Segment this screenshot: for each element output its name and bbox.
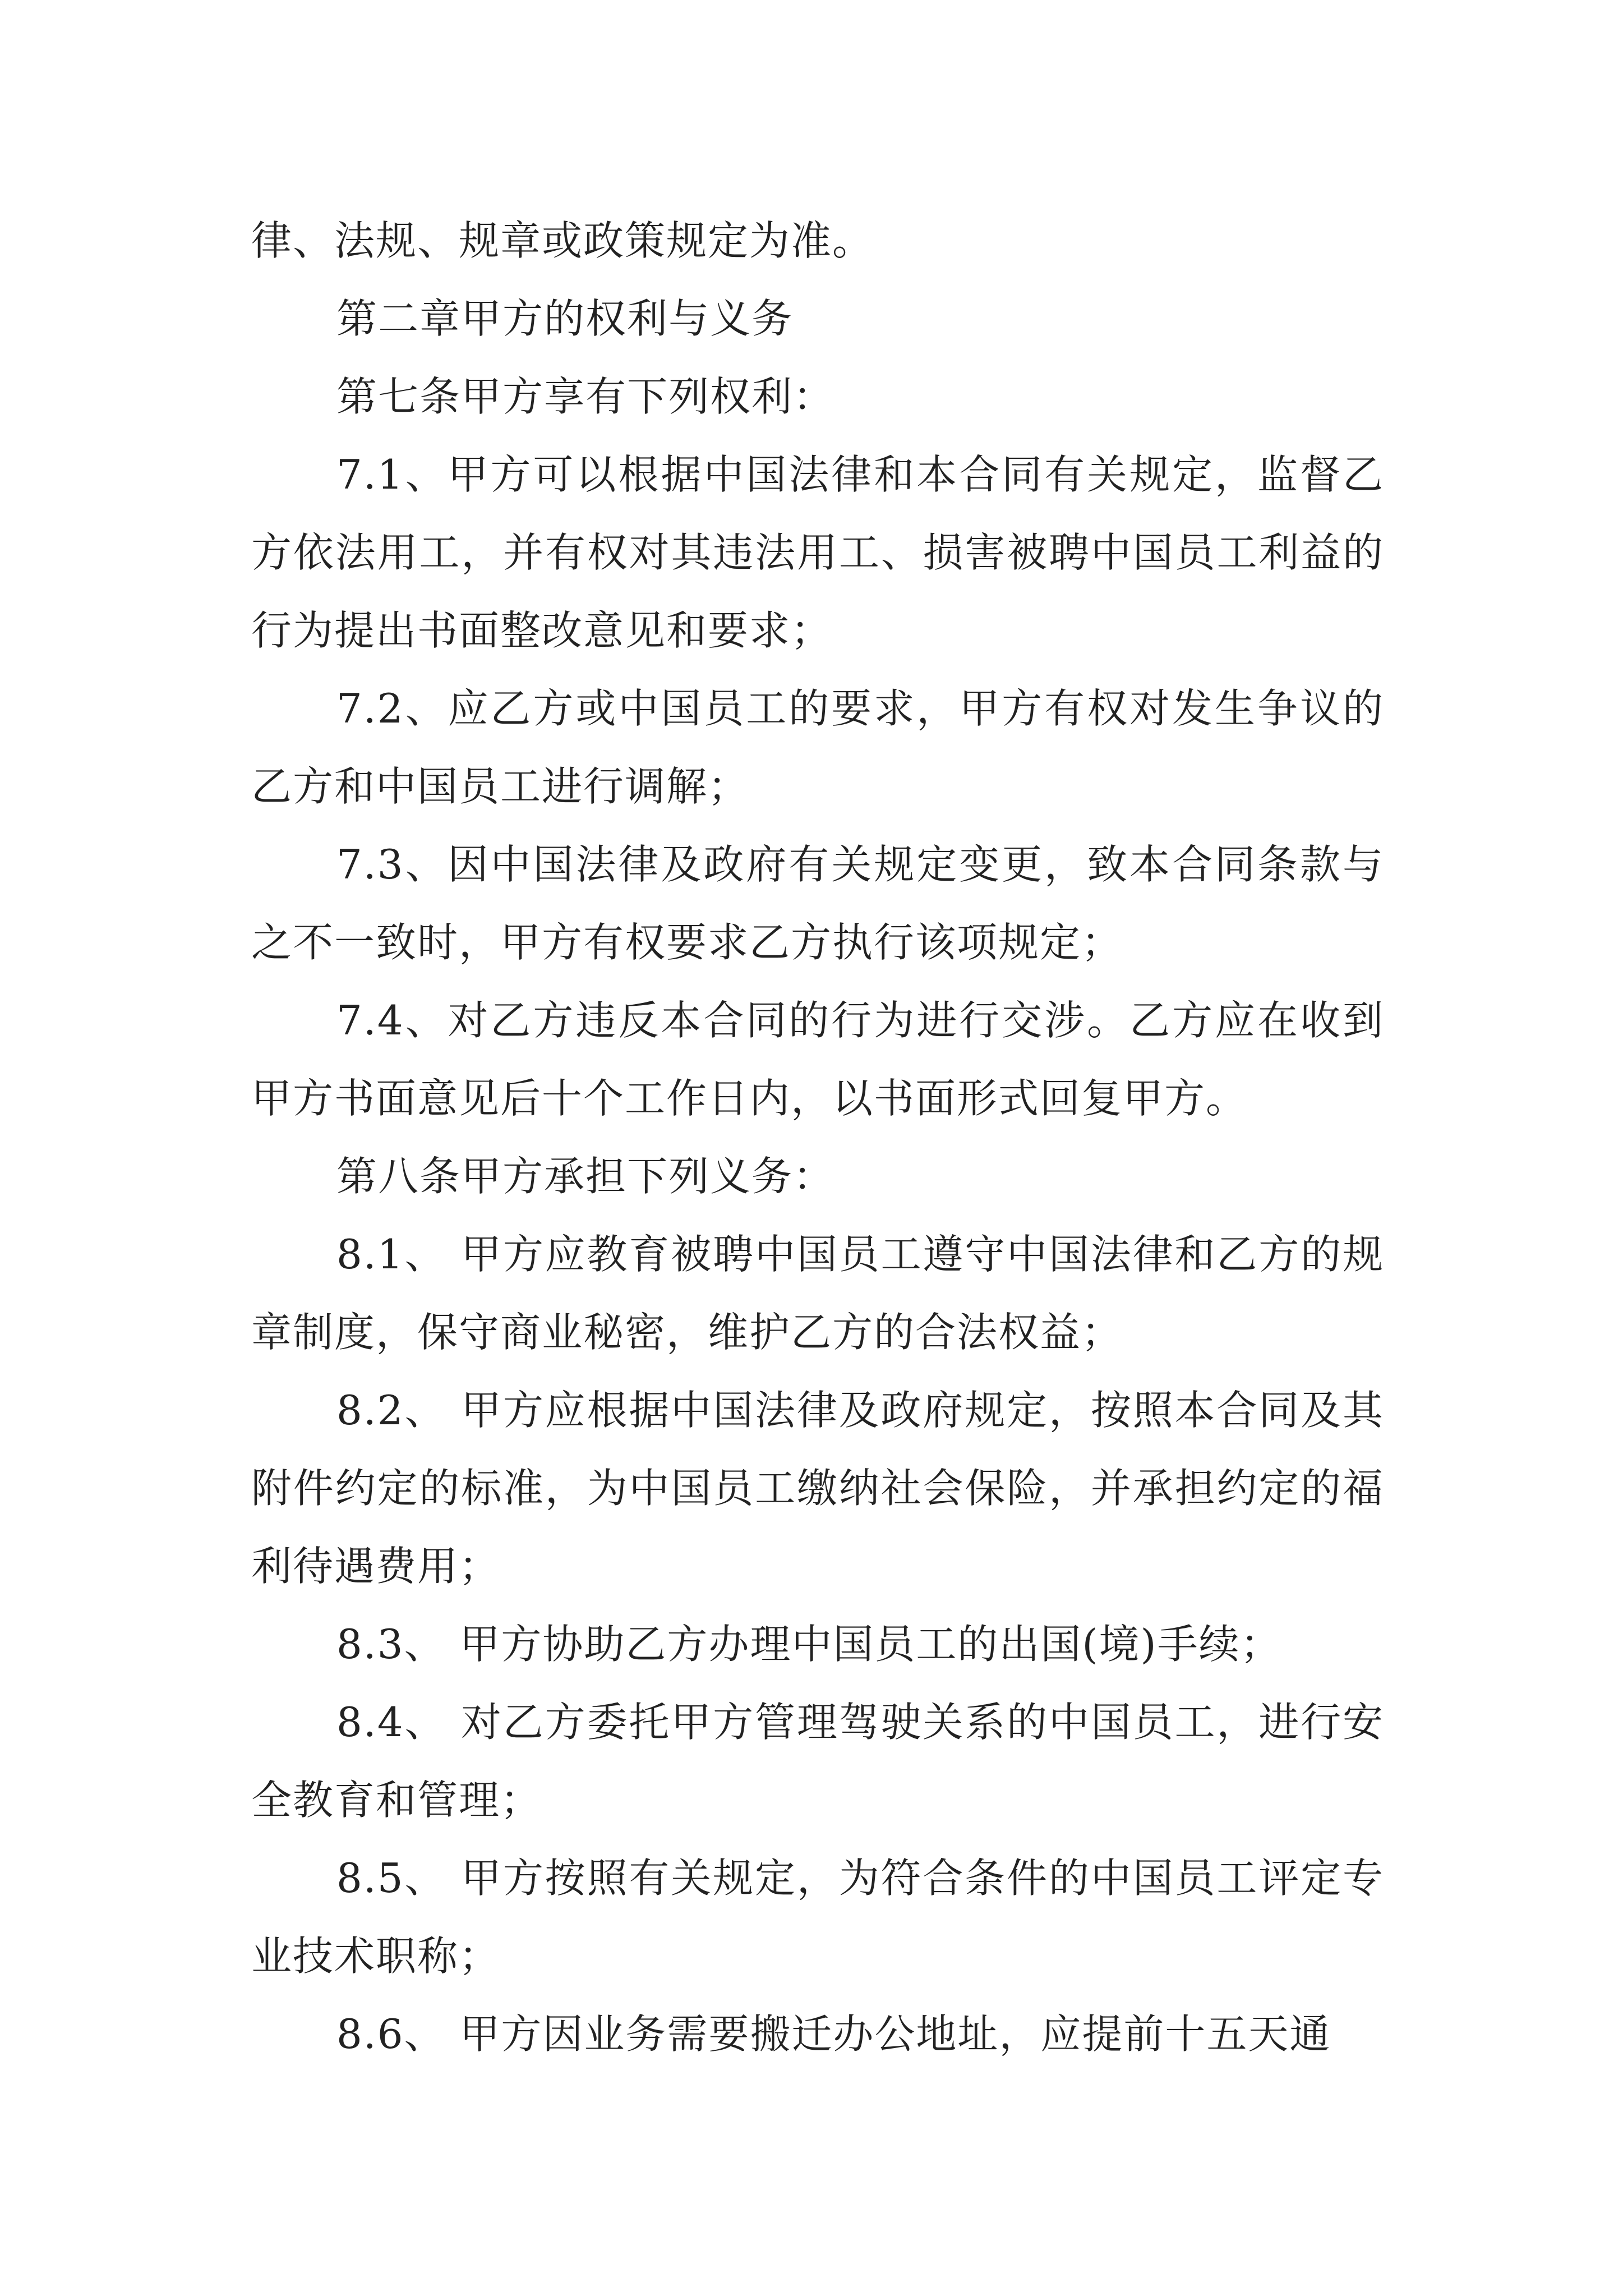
clause-8-6: 8.6、 甲方因业务需要搬迁办公地址，应提前十五天通	[336, 2010, 1331, 2058]
clause-7-2: 7.2、应乙方或中国员工的要求，甲方有权对发生争议的乙方和中国员工进行调解；	[251, 685, 1384, 810]
clause-8-3: 8.3、 甲方协助乙方办理中国员工的出国(境)手续；	[336, 1621, 1282, 1668]
clause-8-2: 8.2、 甲方应根据中国法律及政府规定，按照本合同及其附件约定的标准，为中国员工缴纳社会保险，并承担约定的福利待遇费用；	[251, 1387, 1384, 1590]
clause-7-4: 7.4、对乙方违反本合同的行为进行交涉。乙方应在收到甲方书面意见后十个工作日内，以书面形式回复甲方。	[251, 997, 1384, 1122]
clause-7-3: 7.3、因中国法律及政府有关规定变更，致本合同条款与之不一致时，甲方有权要求乙方执行该项规定；	[251, 841, 1384, 966]
clause-8-4: 8.4、 对乙方委托甲方管理驾驶关系的中国员工，进行安全教育和管理；	[251, 1699, 1384, 1824]
article-7-heading: 第七条甲方享有下列权利：	[336, 373, 835, 420]
clause-8-5: 8.5、 甲方按照有关规定，为符合条件的中国员工评定专业技术职称；	[251, 1855, 1384, 1980]
paragraph-continuation: 律、法规、规章或政策规定为准。	[251, 217, 874, 264]
chapter-heading: 第二章甲方的权利与义务	[336, 295, 794, 342]
article-8-heading: 第八条甲方承担下列义务：	[336, 1153, 835, 1200]
clause-8-1: 8.1、 甲方应教育被聘中国员工遵守中国法律和乙方的规章制度，保守商业秘密，维护乙方的合法权益；	[251, 1231, 1384, 1356]
clause-7-1: 7.1、甲方可以根据中国法律和本合同有关规定，监督乙方依法用工，并有权对其违法用工、损害被聘中国员工利益的行为提出书面整改意见和要求；	[251, 451, 1384, 654]
paragraph-flow	[251, 280, 1384, 2073]
